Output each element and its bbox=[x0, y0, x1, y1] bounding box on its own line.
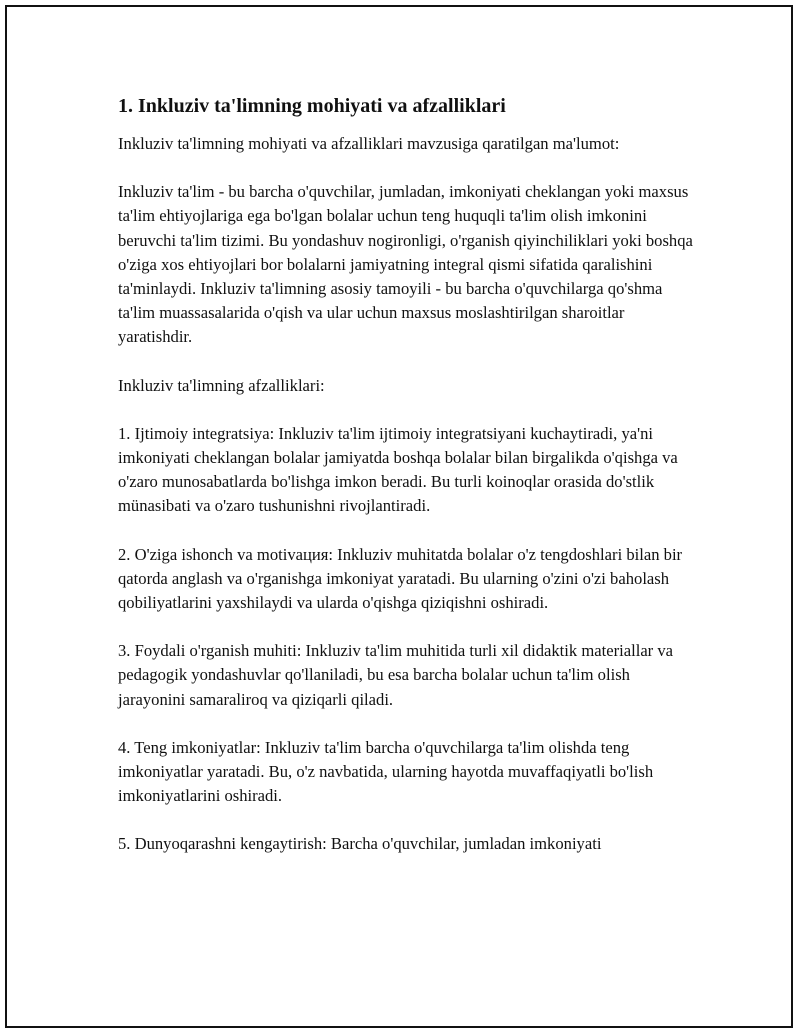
advantage-item-1: 1. Ijtimoiy integratsiya: Inkluziv ta'lim ijtimoiy integratsiyani kuchaytiradi, ya'ni imkoniyati cheklangan bolalar jamiyatda boshqa bolalar bilan birgalikda o'qishga va o'zaro munosabatlarda bo'lishga imkon beradi. Bu turli koinoqlar orasida do'stlik münasibati va o'zaro tushunishni rivojlantiradi. bbox=[118, 423, 678, 516]
advantages-heading: Inkluziv ta'limning afzalliklari: bbox=[118, 375, 325, 395]
advantage-item-5: 5. Dunyoqarashni kengaytirish: Barcha o'quvchilar, jumladan imkoniyati bbox=[118, 834, 602, 854]
advantage-item-4: 4. Teng imkoniyatlar: Inkluziv ta'lim barcha o'quvchilarga ta'lim olishda teng imkoniyatlar yaratadi. Bu, o'z navbatida, ularning hayotda muvaffaqiyatli bo'lish imkoniyatlarini oshiradi. bbox=[118, 737, 654, 806]
advantage-item-3: 3. Foydali o'rganish muhiti: Inkluziv ta'lim muhitida turli xil didaktik materiallar va pedagogik yondashuvlar qo'llaniladi, bu esa barcha bolalar uchun ta'lim olish jarayonini samaraliroq va qiziqarli qiladi. bbox=[118, 641, 674, 709]
document-body bbox=[118, 92, 698, 881]
intro-paragraph: Inkluziv ta'limning mohiyati va afzalliklari mavzusiga qaratilgan ma'lumot: bbox=[118, 134, 620, 153]
advantage-item-2: 2. O'ziga ishonch va motivация: Inkluziv muhitatda bolalar o'z tengdoshlari bilan bir qatorda anglash va o'rganishga imkoniyat yaratadi. Bu ularning o'zini o'zi baholash qobiliyatlarini yaxshilaydi va ularda o'qishga qiziqishni oshiradi. bbox=[118, 544, 683, 613]
definition-paragraph: Inkluziv ta'lim - bu barcha o'quvchilar, jumladan, imkoniyati cheklangan yoki maxsus ta'lim ehtiyojlariga ega bo'lgan bolalar uchun teng huquqli ta'lim olish imkonini beruvchi ta'lim tizimi. Bu yondashuv nogironligi, o'rganish qiyinchiliklari yoki boshqa o'ziga xos ehtiyojlari bor bolalarni jamiyatning integral qismi sifatida qaralishini ta'minlaydi. Inkluziv ta'limning asosiy tamoyili - bu barcha o'quvchilarga qo'shma ta'lim muassasalarida o'qish va ular uchun maxsus moslashtirilgan sharoitlar yaratishdir. bbox=[118, 182, 693, 347]
document-title: 1. Inkluziv ta'limning mohiyati va afzalliklari bbox=[118, 95, 506, 117]
